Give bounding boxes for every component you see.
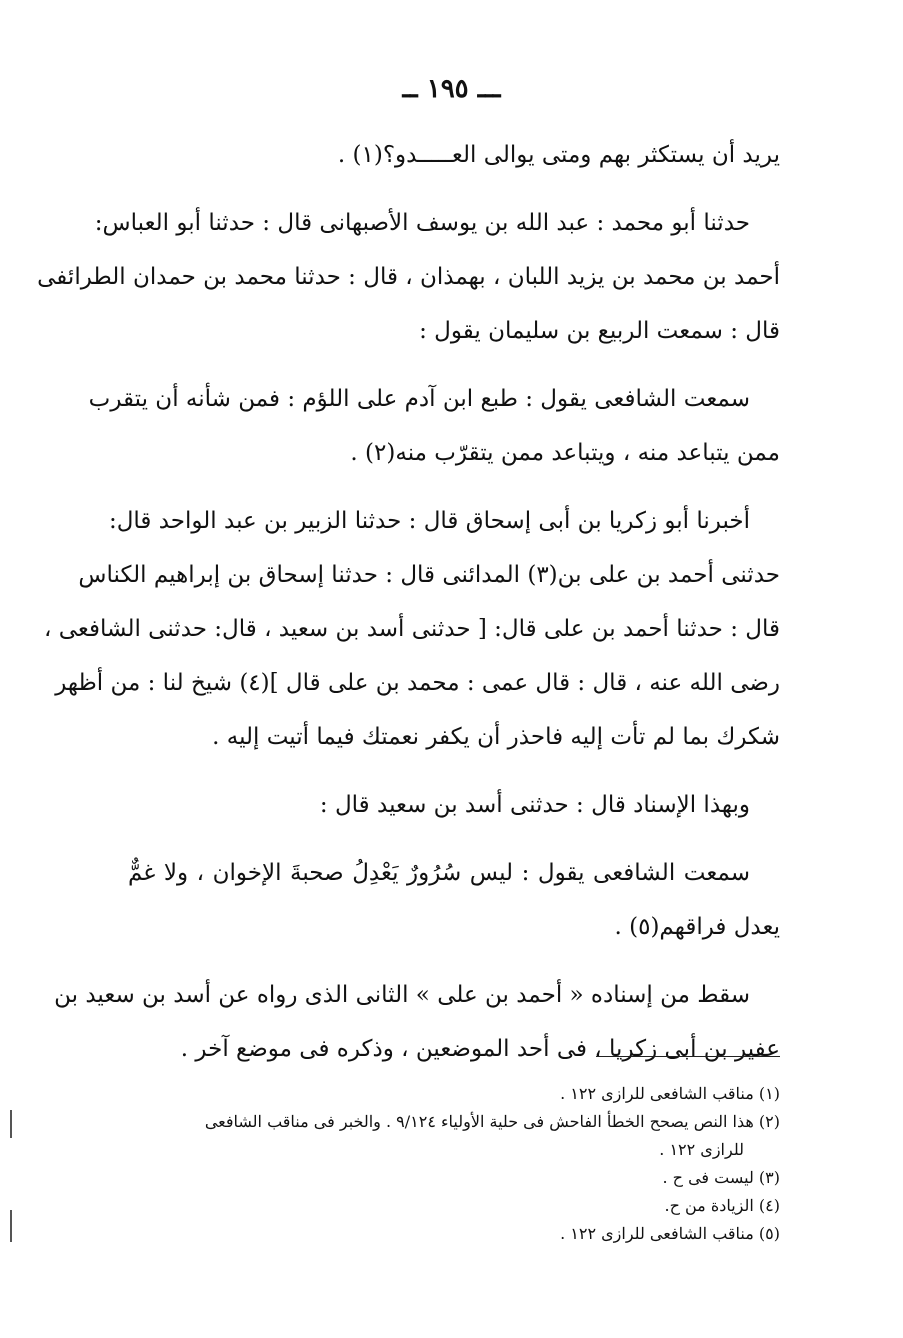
paragraph <box>128 778 780 832</box>
text-line: عفير بن أبى زكريا ، فى أحد الموضعين ، وذكره فى موضع آخر . <box>180 1036 780 1062</box>
scan-margin-mark <box>10 1110 12 1138</box>
text-line: سمعت الشافعى يقول : طبع ابن آدم على اللؤم : فمن شأنه أن يتقرب <box>88 386 750 412</box>
paragraph <box>37 196 780 358</box>
paragraph <box>43 494 780 764</box>
text-line: أخبرنا أبو زكريا بن أبى إسحاق قال : حدثنا الزبير بن عبد الواحد قال: <box>108 508 750 534</box>
paragraph <box>128 128 780 182</box>
paragraph <box>88 372 780 480</box>
text-line: يريد أن يستكثر بهم ومتى يوالى العـــــدو؟(١) . <box>337 142 780 168</box>
text-line: قال : حدثنا أحمد بن على قال: [ حدثنى أسد بن سعيد ، قال: حدثنى الشافعى ، <box>43 616 780 642</box>
footnotes <box>128 1080 780 1248</box>
text-line: حدثنى أحمد بن على بن(٣) المدائنى قال : حدثنا إسحاق بن إبراهيم الكناس <box>78 562 780 588</box>
footnote: (٣) ليست فى ح . <box>662 1168 780 1187</box>
main-text <box>37 128 780 1076</box>
text-line: يعدل فراقهم(٥) . <box>614 914 780 940</box>
text-line: ممن يتباعد منه ، ويتباعد ممن يتقرّب منه(٢) . <box>350 440 780 466</box>
footnote: (١) مناقب الشافعى للرازى ١٢٢ . <box>560 1084 780 1103</box>
text-line: سقط من إسناده « أحمد بن على » الثانى الذى رواه عن أسد بن سعيد بن <box>54 982 750 1008</box>
footnote: (٥) مناقب الشافعى للرازى ١٢٢ . <box>560 1224 780 1243</box>
paragraph <box>128 846 780 954</box>
text-line: حدثنا أبو محمد : عبد الله بن يوسف الأصبهانى قال : حدثنا أبو العباس: <box>94 210 750 236</box>
page-number: ـــ ١٩٥ ــ <box>402 74 501 104</box>
text-line: قال : سمعت الربيع بن سليمان يقول : <box>419 318 780 344</box>
scan-margin-mark <box>10 1210 12 1242</box>
text-line: شكرك بما لم تأت إليه فاحذر أن يكفر نعمتك فيما أتيت إليه . <box>212 724 780 750</box>
footnote: (٢) هذا النص يصحح الخطأ الفاحش فى حلية الأولياء ٩/١٢٤ . والخبر فى مناقب الشافعى <box>204 1112 780 1131</box>
footnote-continuation: للرازى ١٢٢ . <box>659 1140 744 1159</box>
text-line: أحمد بن محمد بن يزيد اللبان ، بهمذان ، قال : حدثنا محمد بن حمدان الطرائفى <box>37 264 780 290</box>
footnote-separator <box>596 1056 780 1057</box>
text-line: وبهذا الإسناد قال : حدثنى أسد بن سعيد قال : <box>319 792 750 818</box>
footnote: (٤) الزيادة من ح. <box>664 1196 780 1215</box>
text-line: سمعت الشافعى يقول : ليس سُرُورٌ يَعْدِلُ صحبةَ الإخوان ، ولا غمٌّ <box>128 860 750 886</box>
text-line: رضى الله عنه ، قال : قال عمى : محمد بن على قال ](٤) شيخ لنا : من أظهر <box>55 670 780 696</box>
paragraph <box>54 968 780 1076</box>
